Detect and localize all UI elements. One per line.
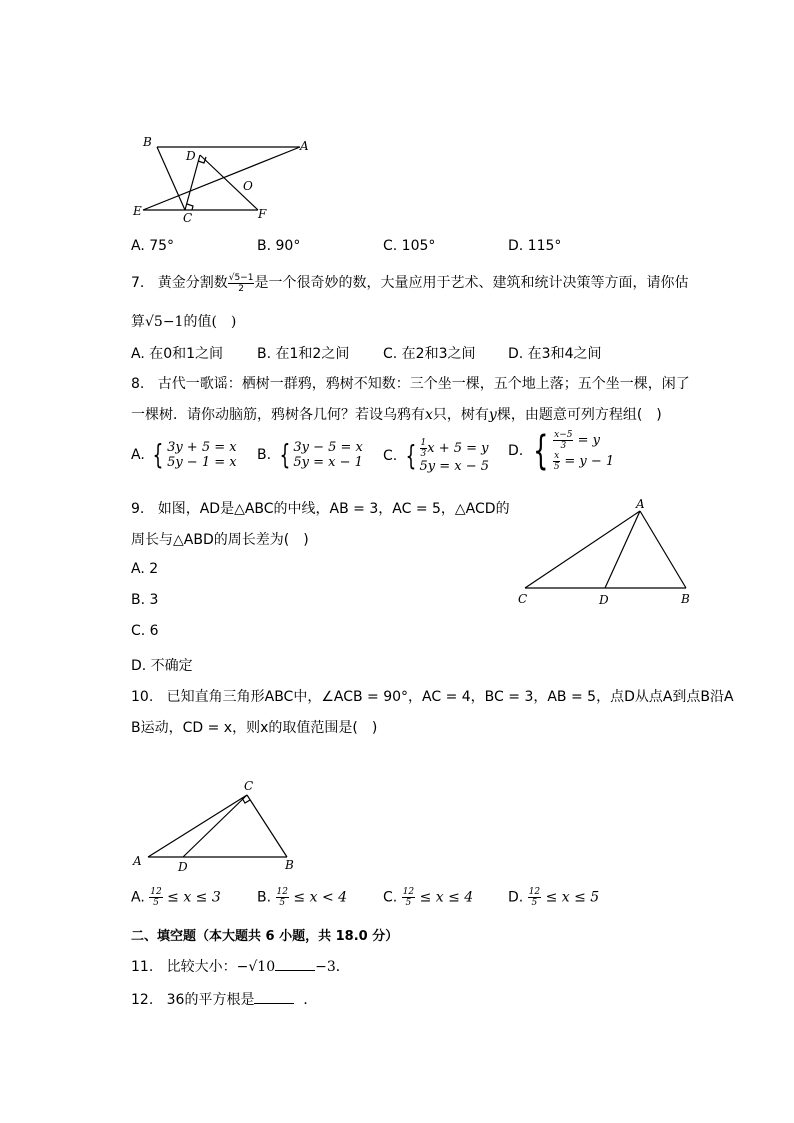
- q6-option-c: C. 105°: [383, 238, 436, 254]
- q8-option-b: B. { 3y − 5 = x 5y = x − 1: [257, 438, 363, 471]
- section-2-title: 二、填空题（本大题共 6 小题，共 18.0 分）: [131, 929, 399, 944]
- fig6-label-O: O: [243, 179, 253, 193]
- q8-number: 8.: [131, 376, 145, 392]
- q8-option-d: D. { $\frac{x-5}{3}$ = y $\frac{x}{5}$ = y − 1: [508, 428, 615, 474]
- fig6-label-F: F: [258, 207, 267, 221]
- q10-option-c: C. $\frac{12}{5}$ ≤ x ≤ 4: [383, 887, 474, 908]
- q6-option-a: A. 75°: [131, 238, 175, 254]
- q7-text-1: 黄金分割数: [157, 275, 228, 291]
- q12-number: 12.: [131, 992, 154, 1008]
- fig9-label-B: B: [681, 592, 690, 606]
- fig9-label-D: D: [599, 593, 609, 607]
- fig10-label-A: A: [133, 854, 142, 868]
- fig10-label-C: C: [244, 779, 254, 793]
- q7-line2: 算√5−1的值( ): [131, 314, 237, 330]
- fig9-label-A: A: [636, 498, 645, 511]
- q9-option-a: A. 2: [131, 561, 159, 577]
- q10-line1: 10. 已知直角三角形ABC中，∠ACB = 90°，AC = 4，BC = 3，AB = 5，点D从点A到点B沿A: [131, 689, 734, 705]
- q9-option-b: B. 3: [131, 592, 159, 608]
- q11-answer-blank[interactable]: [275, 956, 315, 971]
- fig9-label-C: C: [518, 592, 528, 606]
- fig6-label-B: B: [143, 135, 152, 149]
- fig6-label-A: A: [300, 139, 309, 153]
- q7-option-a: A. 在0和1之间: [131, 346, 224, 362]
- q6-option-b: B. 90°: [257, 238, 301, 254]
- fig6-label-D: D: [186, 149, 196, 163]
- q10-line2: B运动，CD = x，则x的取值范围是( ): [131, 720, 378, 736]
- q11: 11. 比较大小：−√10 −3．: [131, 956, 350, 976]
- q7-number: 7.: [131, 275, 145, 291]
- q7-line1: [131, 272, 688, 294]
- fig6-label-C: C: [183, 211, 193, 225]
- q11-number: 11.: [131, 959, 154, 975]
- q9-line2: 周长与△ABD的周长差为( ): [131, 532, 309, 548]
- q7-option-d: D. 在3和4之间: [508, 346, 602, 362]
- figure-q10: [125, 775, 315, 875]
- q8-line2: 一棵树．请你动脑筋，鸦树各几何？若设乌鸦有x只，树有y棵，由题意可列方程组( ): [131, 407, 662, 423]
- q12-answer-blank[interactable]: [254, 989, 294, 1004]
- q9-line1: 9. 如图，AD是△ABC的中线，AB = 3，AC = 5，△ACD的: [131, 501, 510, 517]
- q12: 12. 36的平方根是 ．: [131, 989, 317, 1009]
- q7-option-c: C. 在2和3之间: [383, 346, 476, 362]
- q11-root: √10: [248, 959, 276, 975]
- fig10-label-B: B: [285, 858, 294, 872]
- q6-option-d: D. 115°: [508, 238, 562, 254]
- q10-option-b: B. $\frac{12}{5}$ ≤ x < 4: [257, 887, 348, 908]
- fig10-label-D: D: [178, 860, 188, 874]
- figure-q6: [125, 130, 325, 230]
- q9-option-d: D. 不确定: [131, 658, 193, 674]
- q7-root: √5: [145, 314, 163, 330]
- q8-option-c: C. { $\frac{1}{3}$ x + 5 = y 5y = x − 5: [383, 438, 490, 474]
- q7-text-2: 是一个很奇妙的数，大量应用于艺术、建筑和统计决策等方面，请你估: [254, 275, 689, 291]
- q10-number: 10.: [131, 689, 154, 705]
- figure-q9: [505, 498, 705, 613]
- q8-line1: 8. 古代一歌谣：栖树一群鸦，鸦树不知数：三个坐一棵，五个地上落；五个坐一棵，闲了: [131, 376, 690, 392]
- q9-number: 9.: [131, 501, 145, 517]
- q10-option-a: A. $\frac{12}{5}$ ≤ x ≤ 3: [131, 887, 221, 908]
- q7-option-b: B. 在1和2之间: [257, 346, 350, 362]
- fig6-label-E: E: [133, 204, 142, 218]
- q9-option-c: C. 6: [131, 623, 159, 639]
- q7-fraction: $\frac{√5-1}{2}$: [228, 272, 254, 294]
- q10-option-d: D. $\frac{12}{5}$ ≤ x ≤ 5: [508, 887, 600, 908]
- q8-option-a: A. { 3y + 5 = x 5y − 1 = x: [131, 438, 237, 471]
